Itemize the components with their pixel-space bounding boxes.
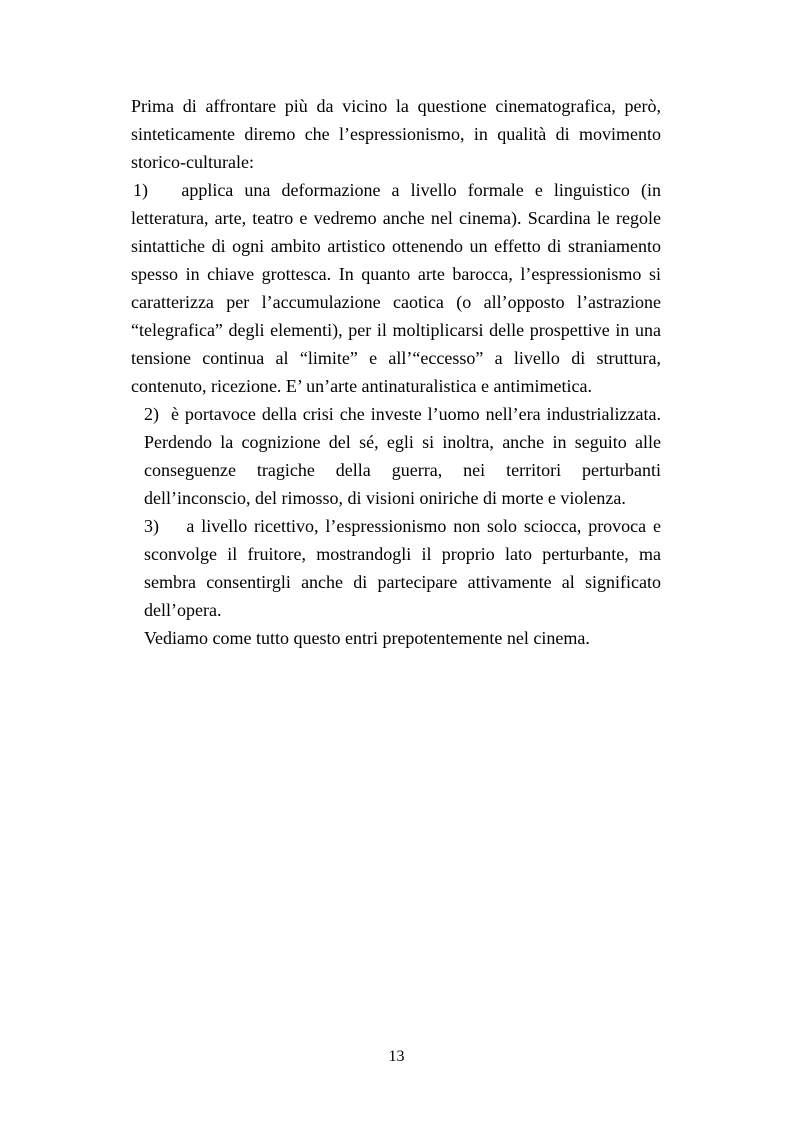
list-item-1 [131, 176, 661, 400]
list-item-1-number: 1) [133, 180, 148, 200]
list-item-2-number: 2) [144, 404, 159, 424]
list-item-1-text: applica una deformazione a livello formale e linguistico (in letteratura, arte, teatro e vedremo anche nel cinema). Scardina le regole sintattiche di ogni ambito artistico ottenendo un effetto di straniamento spesso in chiave grottesca. In quanto arte barocca, l’espressionismo si caratterizza per l’accumulazione caotica (o all’opposto l’astrazione “telegrafica” degli elementi), per il moltiplicarsi delle prospettive in una tensione continua al “limite” e all’“eccesso” a livello di struttura, contenuto, ricezione. E’ un’arte antinaturalistica e antimimetica. [131, 180, 662, 396]
body-text [131, 92, 661, 652]
list-item-3 [144, 512, 661, 624]
list-item-2 [144, 400, 661, 512]
indented-list [131, 400, 661, 624]
intro-paragraph: Prima di affrontare più da vicino la questione cinematografica, però, sinteticamente diremo che l’espressionismo, in qualità di movimento storico-culturale: [131, 96, 661, 172]
list-item-2-text: è portavoce della crisi che investe l’uomo nell’era industrializzata. Perdendo la cognizione del sé, egli si inoltra, anche in seguito alle conseguenze tragiche della guerra, nei territori perturbanti dell’inconscio, del rimosso, di visioni oniriche di morte e violenza. [144, 404, 662, 508]
list-item-3-text: a livello ricettivo, l’espressionismo non solo sciocca, provoca e sconvolge il fruitore, mostrandogli il proprio lato perturbante, ma sembra consentirgli anche di partecipare attivamente al significato dell’opera. [144, 516, 661, 620]
list-item-3-number: 3) [144, 516, 159, 536]
closing-paragraph: Vediamo come tutto questo entri prepotentemente nel cinema. [144, 628, 590, 648]
page-number: 13 [388, 1048, 405, 1065]
